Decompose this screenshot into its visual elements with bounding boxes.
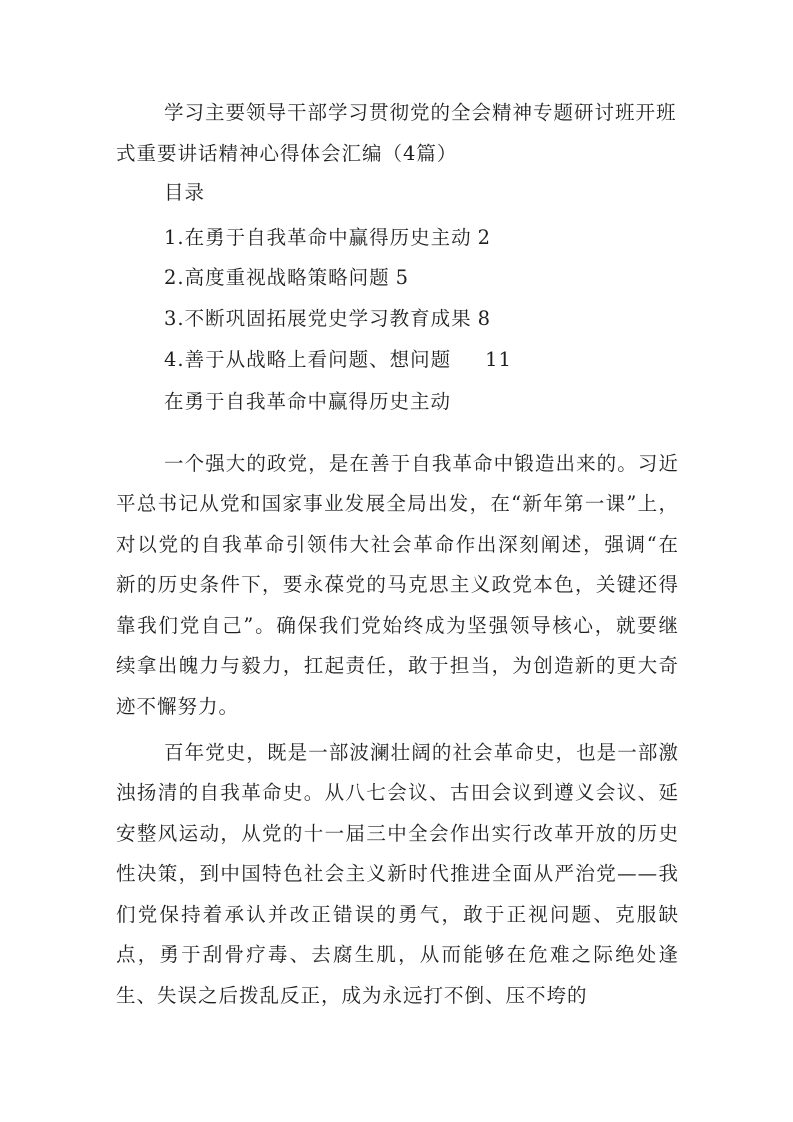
toc-entry-page: 11 — [485, 348, 512, 371]
toc-entry[interactable] — [164, 266, 409, 290]
toc-entry-label: 3.不断巩固拓展党史学习教育成果 — [164, 307, 472, 330]
body-paragraph: 百年党史，既是一部波澜壮阔的社会革命史，也是一部激浊扬清的自我革命史。从八七会议、古田会议到遵义会议、延安整风运动，从党的十一届三中全会作出实行改革开放的历史性决策，到中国特色社会主义新时代推进全面从严治党——我们党保持着承认并改正错误的勇气，敢于正视问题、克服缺点，勇于刮骨疗毒、去腐生肌，从而能够在危难之际绝处逢生、失误之后拨乱反正，成为永远打不倒、压不垮的 — [116, 740, 679, 1008]
toc-entry-label: 1.在勇于自我革命中赢得历史主动 — [164, 226, 472, 249]
toc-entry-page: 5 — [395, 266, 410, 289]
toc-entry-label: 4.善于从战略上看问题、想问题 — [164, 348, 452, 371]
toc-heading: 目录 — [164, 181, 206, 204]
toc-entry-page: 2 — [477, 226, 492, 249]
document-title: 学习主要领导干部学习贯彻党的全会精神专题研讨班开班式重要讲话精神心得体会汇编（4篇） — [116, 101, 677, 165]
toc-entry[interactable] — [164, 226, 491, 250]
section-heading: 在勇于自我革命中赢得历史主动 — [164, 390, 452, 413]
toc-entry[interactable] — [164, 348, 512, 372]
toc-entry[interactable] — [164, 307, 491, 331]
body-paragraph: 一个强大的政党，是在善于自我革命中锻造出来的。习近平总书记从党和国家事业发展全局出发，在“新年第一课”上，对以党的自我革命引领伟大社会革命作出深刻阐述，强调“在新的历史条件下，要永葆党的马克思主义政党本色，关键还得靠我们党自己”。确保我们党始终成为坚强领导核心，就要继续拿出魄力与毅力，扛起责任，敢于担当，为创造新的更大奇迹不懈努力。 — [116, 451, 679, 719]
toc-entry-label: 2.高度重视战略策略问题 — [164, 266, 390, 289]
toc-entry-page: 8 — [477, 307, 492, 330]
